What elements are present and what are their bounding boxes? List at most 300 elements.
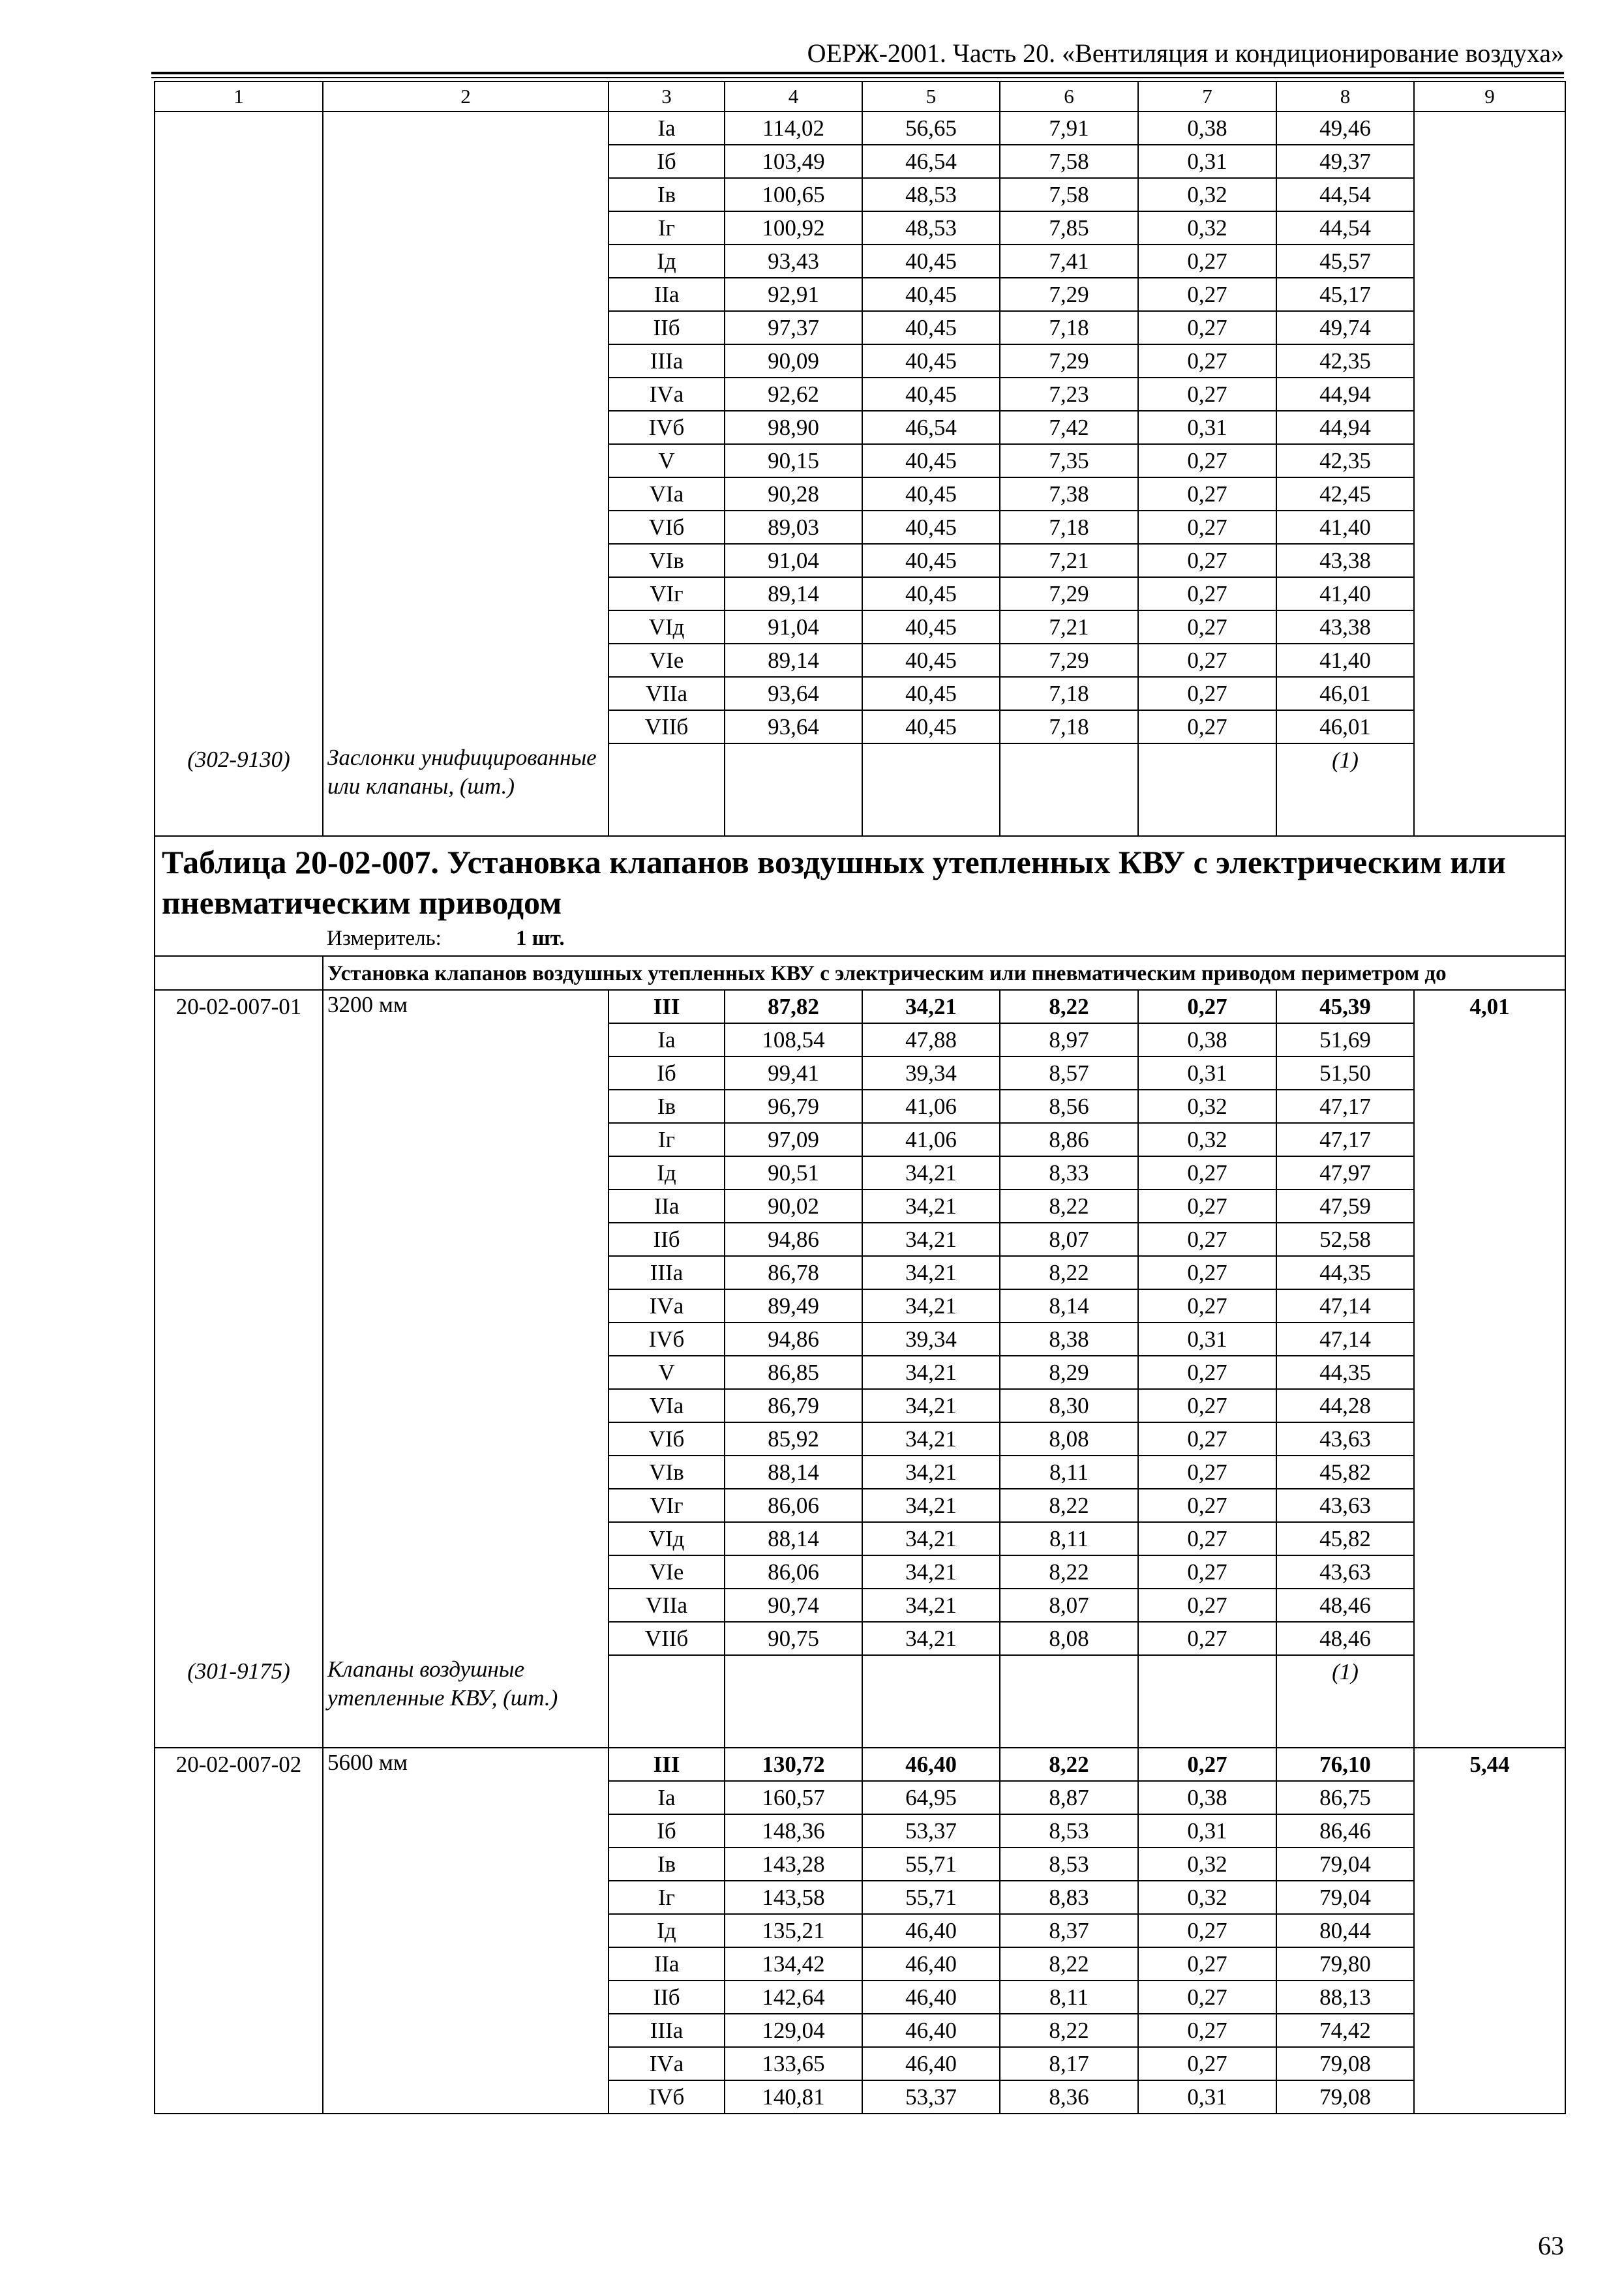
value-cell: 46,40: [862, 1914, 1000, 1947]
table-row: [155, 1189, 1565, 1223]
name-cell: [323, 278, 609, 311]
value-cell: 8,37: [1000, 1914, 1138, 1947]
empty-cell: [725, 743, 862, 836]
code-cell: [155, 1256, 323, 1289]
value-cell: 0,27: [1138, 2014, 1276, 2047]
col9-cell: [1414, 1223, 1565, 1256]
name-cell: [323, 1356, 609, 1389]
col9-cell: [1414, 1655, 1565, 1748]
col9-cell: [1414, 444, 1565, 477]
table-row: [155, 278, 1565, 311]
value-cell: 91,04: [725, 610, 862, 644]
col9-cell: [1414, 145, 1565, 178]
col9-cell: [1414, 1848, 1565, 1881]
code-cell: [155, 378, 323, 411]
name-cell: [323, 245, 609, 278]
table-row: [155, 178, 1565, 211]
value-cell: 129,04: [725, 2014, 862, 2047]
value-cell: 8,97: [1000, 1023, 1138, 1056]
value-cell: 34,21: [862, 1489, 1000, 1522]
code-cell: [155, 511, 323, 544]
table-row: [155, 544, 1565, 577]
col9-cell: [1414, 610, 1565, 644]
value-cell: 103,49: [725, 145, 862, 178]
value-cell: 85,92: [725, 1422, 862, 1456]
value-cell: 79,08: [1276, 2047, 1414, 2080]
zone-cell: V: [609, 1356, 725, 1389]
value-cell: 8,22: [1000, 1189, 1138, 1223]
table-row: [155, 1522, 1565, 1555]
table-row: [155, 2014, 1565, 2047]
name-cell: [323, 644, 609, 677]
value-cell: 0,27: [1138, 990, 1276, 1023]
name-cell: [323, 1914, 609, 1947]
value-cell: 8,08: [1000, 1422, 1138, 1456]
table-row: [155, 956, 1565, 990]
name-cell: [323, 511, 609, 544]
value-cell: 56,65: [862, 112, 1000, 145]
col9-cell: [1414, 1023, 1565, 1056]
col9-cell: [1414, 1123, 1565, 1156]
code-cell: [155, 1848, 323, 1881]
name-cell: [323, 1156, 609, 1189]
col9-cell: [1414, 2014, 1565, 2047]
empty-cell: [725, 1655, 862, 1748]
value-cell: 8,22: [1000, 1256, 1138, 1289]
value-cell: 89,49: [725, 1289, 862, 1323]
name-cell: [323, 344, 609, 378]
value-cell: 8,87: [1000, 1781, 1138, 1814]
code-cell: [155, 2047, 323, 2080]
resource-qty: (1): [1276, 1655, 1414, 1748]
value-cell: 7,18: [1000, 710, 1138, 743]
name-cell: [323, 1555, 609, 1589]
col9-cell: [1414, 511, 1565, 544]
value-cell: 55,71: [862, 1881, 1000, 1914]
zone-cell: IVб: [609, 411, 725, 444]
value-cell: 76,10: [1276, 1748, 1414, 1781]
code-cell: [155, 1981, 323, 2014]
subheading-spacer: [155, 956, 323, 990]
value-cell: 43,63: [1276, 1555, 1414, 1589]
col9-cell: [1414, 1422, 1565, 1456]
zone-cell: IIа: [609, 1947, 725, 1981]
name-cell: [323, 2080, 609, 2114]
value-cell: 0,27: [1138, 1223, 1276, 1256]
table-row: [155, 990, 1565, 1023]
value-cell: 135,21: [725, 1914, 862, 1947]
value-cell: 43,38: [1276, 544, 1414, 577]
value-cell: 43,63: [1276, 1422, 1414, 1456]
value-cell: 48,53: [862, 178, 1000, 211]
value-cell: 44,28: [1276, 1389, 1414, 1422]
code-cell: [155, 1622, 323, 1655]
column-number: 4: [725, 82, 862, 112]
zone-cell: VIб: [609, 1422, 725, 1456]
table-row: [155, 1781, 1565, 1814]
value-cell: 134,42: [725, 1947, 862, 1981]
name-cell: [323, 1123, 609, 1156]
value-cell: 8,22: [1000, 1489, 1138, 1522]
code-cell: [155, 1323, 323, 1356]
zone-cell: Iб: [609, 1814, 725, 1848]
value-cell: 0,27: [1138, 1947, 1276, 1981]
zone-cell: V: [609, 444, 725, 477]
col9-cell: [1414, 1881, 1565, 1914]
value-cell: 7,85: [1000, 211, 1138, 245]
value-cell: 8,33: [1000, 1156, 1138, 1189]
value-cell: 40,45: [862, 644, 1000, 677]
value-cell: 34,21: [862, 1522, 1000, 1555]
value-cell: 88,13: [1276, 1981, 1414, 2014]
col9-cell: [1414, 278, 1565, 311]
value-cell: 0,31: [1138, 145, 1276, 178]
value-cell: 47,88: [862, 1023, 1000, 1056]
value-cell: 45,82: [1276, 1456, 1414, 1489]
name-cell: [323, 1323, 609, 1356]
value-cell: 86,79: [725, 1389, 862, 1422]
table-row: [155, 477, 1565, 511]
value-cell: 143,28: [725, 1848, 862, 1881]
zone-cell: Iа: [609, 1781, 725, 1814]
name-cell: [323, 1781, 609, 1814]
name-cell: [323, 211, 609, 245]
value-cell: 55,71: [862, 1848, 1000, 1881]
value-cell: 0,27: [1138, 278, 1276, 311]
name-cell: [323, 2047, 609, 2080]
zone-cell: IIIа: [609, 1256, 725, 1289]
zone-cell: Iг: [609, 1123, 725, 1156]
table-row: [155, 1622, 1565, 1655]
column-number: 7: [1138, 82, 1276, 112]
value-cell: 40,45: [862, 444, 1000, 477]
zone-cell: IIа: [609, 1189, 725, 1223]
col9-cell: [1414, 1256, 1565, 1289]
value-cell: 53,37: [862, 1814, 1000, 1848]
col9-cell: [1414, 1289, 1565, 1323]
value-cell: 99,41: [725, 1056, 862, 1090]
table-row: [155, 1389, 1565, 1422]
code-cell: [155, 677, 323, 710]
name-cell: [323, 1814, 609, 1848]
value-cell: 0,27: [1138, 245, 1276, 278]
table-row: [155, 836, 1565, 923]
value-cell: 8,17: [1000, 2047, 1138, 2080]
name-cell: [323, 1090, 609, 1123]
name-cell: 3200 мм: [323, 990, 609, 1023]
value-cell: 47,59: [1276, 1189, 1414, 1223]
col9-cell: [1414, 2047, 1565, 2080]
code-cell: [155, 1289, 323, 1323]
value-cell: 40,45: [862, 710, 1000, 743]
table-row: [155, 1422, 1565, 1456]
value-cell: 0,27: [1138, 1189, 1276, 1223]
value-cell: 7,42: [1000, 411, 1138, 444]
empty-cell: [1138, 743, 1276, 836]
value-cell: 96,79: [725, 1090, 862, 1123]
zone-cell: Iд: [609, 245, 725, 278]
value-cell: 7,29: [1000, 644, 1138, 677]
value-cell: 0,27: [1138, 1748, 1276, 1781]
value-cell: 51,69: [1276, 1023, 1414, 1056]
empty-cell: [609, 743, 725, 836]
value-cell: 41,40: [1276, 511, 1414, 544]
zone-cell: IIб: [609, 311, 725, 344]
value-cell: 8,07: [1000, 1223, 1138, 1256]
code-cell: [155, 1422, 323, 1456]
value-cell: 86,78: [725, 1256, 862, 1289]
value-cell: 44,35: [1276, 1256, 1414, 1289]
zone-cell: IVб: [609, 1323, 725, 1356]
value-cell: 142,64: [725, 1981, 862, 2014]
value-cell: 34,21: [862, 1589, 1000, 1622]
table-row: [155, 444, 1565, 477]
value-cell: 8,53: [1000, 1814, 1138, 1848]
value-cell: 40,45: [862, 544, 1000, 577]
resource-code: (302-9130): [155, 743, 323, 836]
resource-name: Клапаны воздушные утепленные КВУ, (шт.): [323, 1655, 609, 1748]
value-cell: 92,91: [725, 278, 862, 311]
value-cell: 46,01: [1276, 677, 1414, 710]
table-row: [155, 245, 1565, 278]
name-cell: [323, 610, 609, 644]
name-cell: [323, 1056, 609, 1090]
value-cell: 86,85: [725, 1356, 862, 1389]
value-cell: 0,38: [1138, 112, 1276, 145]
table-row: [155, 1323, 1565, 1356]
col9-cell: [1414, 178, 1565, 211]
zone-cell: VIIа: [609, 677, 725, 710]
value-cell: 7,23: [1000, 378, 1138, 411]
column-number: 3: [609, 82, 725, 112]
resource-name: Заслонки унифицированные или клапаны, (шт.): [323, 743, 609, 836]
empty-cell: [862, 743, 1000, 836]
value-cell: 45,82: [1276, 1522, 1414, 1555]
zone-cell: VIIб: [609, 710, 725, 743]
table-row: [155, 1156, 1565, 1189]
code-cell: [155, 1489, 323, 1522]
col9-cell: [1414, 1389, 1565, 1422]
col9-cell: [1414, 644, 1565, 677]
zone-cell: Iб: [609, 145, 725, 178]
value-cell: 40,45: [862, 344, 1000, 378]
name-cell: [323, 544, 609, 577]
value-cell: 0,38: [1138, 1023, 1276, 1056]
value-cell: 98,90: [725, 411, 862, 444]
name-cell: [323, 1223, 609, 1256]
zone-cell: IVб: [609, 2080, 725, 2114]
zone-cell: VIд: [609, 1522, 725, 1555]
value-cell: 39,34: [862, 1323, 1000, 1356]
value-cell: 0,27: [1138, 1289, 1276, 1323]
value-cell: 0,32: [1138, 178, 1276, 211]
value-cell: 79,04: [1276, 1881, 1414, 1914]
value-cell: 0,32: [1138, 1881, 1276, 1914]
value-cell: 8,22: [1000, 1555, 1138, 1589]
zone-cell: VIIа: [609, 1589, 725, 1622]
value-cell: 47,14: [1276, 1289, 1414, 1323]
value-cell: 0,27: [1138, 444, 1276, 477]
value-cell: 48,46: [1276, 1622, 1414, 1655]
name-cell: [323, 1422, 609, 1456]
value-cell: 0,27: [1138, 477, 1276, 511]
value-cell: 0,31: [1138, 411, 1276, 444]
code-cell: [155, 2080, 323, 2114]
value-cell: 40,45: [862, 610, 1000, 644]
code-cell: [155, 178, 323, 211]
value-cell: 34,21: [862, 1555, 1000, 1589]
value-cell: 148,36: [725, 1814, 862, 1848]
value-cell: 0,32: [1138, 211, 1276, 245]
zone-cell: IVа: [609, 378, 725, 411]
column-number: 6: [1000, 82, 1138, 112]
name-cell: [323, 145, 609, 178]
value-cell: 8,11: [1000, 1981, 1138, 2014]
value-cell: 34,21: [862, 990, 1000, 1023]
meter-label: Измеритель:: [327, 927, 442, 950]
value-cell: 88,14: [725, 1456, 862, 1489]
value-cell: 7,35: [1000, 444, 1138, 477]
table-row: [155, 344, 1565, 378]
zone-cell: VIб: [609, 511, 725, 544]
table-row: [155, 923, 1565, 956]
page-number: 63: [1538, 2231, 1564, 2260]
code-cell: [155, 1522, 323, 1555]
value-cell: 7,21: [1000, 610, 1138, 644]
value-cell: 100,65: [725, 178, 862, 211]
value-cell: 40,45: [862, 511, 1000, 544]
table-row: [155, 211, 1565, 245]
table-row: [155, 677, 1565, 710]
empty-cell: [862, 1655, 1000, 1748]
value-cell: 7,29: [1000, 344, 1138, 378]
zone-cell: Iв: [609, 1090, 725, 1123]
value-cell: 8,29: [1000, 1356, 1138, 1389]
zone-cell: III: [609, 990, 725, 1023]
zone-cell: Iд: [609, 1156, 725, 1189]
table-row: [155, 112, 1565, 145]
table-row: [155, 1881, 1565, 1914]
code-cell: [155, 1456, 323, 1489]
value-cell: 0,31: [1138, 2080, 1276, 2114]
table-row: [155, 2047, 1565, 2080]
table-row: [155, 1056, 1565, 1090]
name-cell: [323, 677, 609, 710]
value-cell: 93,64: [725, 710, 862, 743]
value-cell: 0,38: [1138, 1781, 1276, 1814]
col9-cell: [1414, 344, 1565, 378]
value-cell: 0,27: [1138, 1981, 1276, 2014]
value-cell: 90,15: [725, 444, 862, 477]
name-cell: [323, 1881, 609, 1914]
zone-cell: IVа: [609, 2047, 725, 2080]
value-cell: 0,27: [1138, 311, 1276, 344]
code-cell: [155, 112, 323, 145]
col9-cell: [1414, 311, 1565, 344]
value-cell: 8,22: [1000, 990, 1138, 1023]
value-cell: 93,43: [725, 245, 862, 278]
value-cell: 8,22: [1000, 2014, 1138, 2047]
value-cell: 53,37: [862, 2080, 1000, 2114]
name-cell: [323, 477, 609, 511]
table-row: [155, 1655, 1565, 1748]
value-cell: 7,21: [1000, 544, 1138, 577]
table-row: [155, 1848, 1565, 1881]
value-cell: 48,46: [1276, 1589, 1414, 1622]
value-cell: 46,54: [862, 411, 1000, 444]
value-cell: 44,54: [1276, 178, 1414, 211]
zone-cell: Iа: [609, 1023, 725, 1056]
col9-cell: [1414, 1489, 1565, 1522]
column-number: 2: [323, 82, 609, 112]
code-cell: [155, 1814, 323, 1848]
value-cell: 0,32: [1138, 1090, 1276, 1123]
code-cell: [155, 1555, 323, 1589]
value-cell: 40,45: [862, 245, 1000, 278]
code-cell: [155, 710, 323, 743]
value-cell: 45,57: [1276, 245, 1414, 278]
value-cell: 0,27: [1138, 1522, 1276, 1555]
name-cell: [323, 1456, 609, 1489]
value-cell: 0,27: [1138, 1622, 1276, 1655]
value-cell: 8,22: [1000, 1748, 1138, 1781]
value-cell: 90,09: [725, 344, 862, 378]
table-row: [155, 1356, 1565, 1389]
value-cell: 7,18: [1000, 677, 1138, 710]
value-cell: 34,21: [862, 1422, 1000, 1456]
value-cell: 93,64: [725, 677, 862, 710]
table-row: [155, 1947, 1565, 1981]
code-cell: [155, 245, 323, 278]
zone-cell: VIа: [609, 1389, 725, 1422]
code-cell: [155, 1914, 323, 1947]
value-cell: 0,27: [1138, 677, 1276, 710]
value-cell: 79,80: [1276, 1947, 1414, 1981]
running-header: ОЕРЖ-2001. Часть 20. «Вентиляция и кондиционирование воздуха»: [807, 38, 1564, 68]
name-cell: [323, 178, 609, 211]
value-cell: 43,38: [1276, 610, 1414, 644]
value-cell: 0,27: [1138, 1422, 1276, 1456]
col9-cell: [1414, 577, 1565, 610]
value-cell: 40,45: [862, 278, 1000, 311]
value-cell: 44,94: [1276, 378, 1414, 411]
table-row: [155, 311, 1565, 344]
code-cell: 20-02-007-01: [155, 990, 323, 1023]
value-cell: 0,27: [1138, 577, 1276, 610]
value-cell: 45,17: [1276, 278, 1414, 311]
code-cell: [155, 610, 323, 644]
value-cell: 8,38: [1000, 1323, 1138, 1356]
value-cell: 0,27: [1138, 1256, 1276, 1289]
header-rule-thin: [151, 77, 1564, 78]
zone-cell: VIе: [609, 644, 725, 677]
code-cell: [155, 311, 323, 344]
value-cell: 0,27: [1138, 1914, 1276, 1947]
value-cell: 34,21: [862, 1456, 1000, 1489]
col9-cell: [1414, 211, 1565, 245]
value-cell: 0,27: [1138, 1356, 1276, 1389]
resource-code: (301-9175): [155, 1655, 323, 1748]
zone-cell: Iг: [609, 1881, 725, 1914]
value-cell: 40,45: [862, 477, 1000, 511]
value-cell: 51,50: [1276, 1056, 1414, 1090]
table-row: [155, 145, 1565, 178]
name-cell: [323, 1256, 609, 1289]
value-cell: 130,72: [725, 1748, 862, 1781]
col9-cell: [1414, 112, 1565, 145]
meter-cell: [323, 923, 1565, 956]
value-cell: 86,46: [1276, 1814, 1414, 1848]
